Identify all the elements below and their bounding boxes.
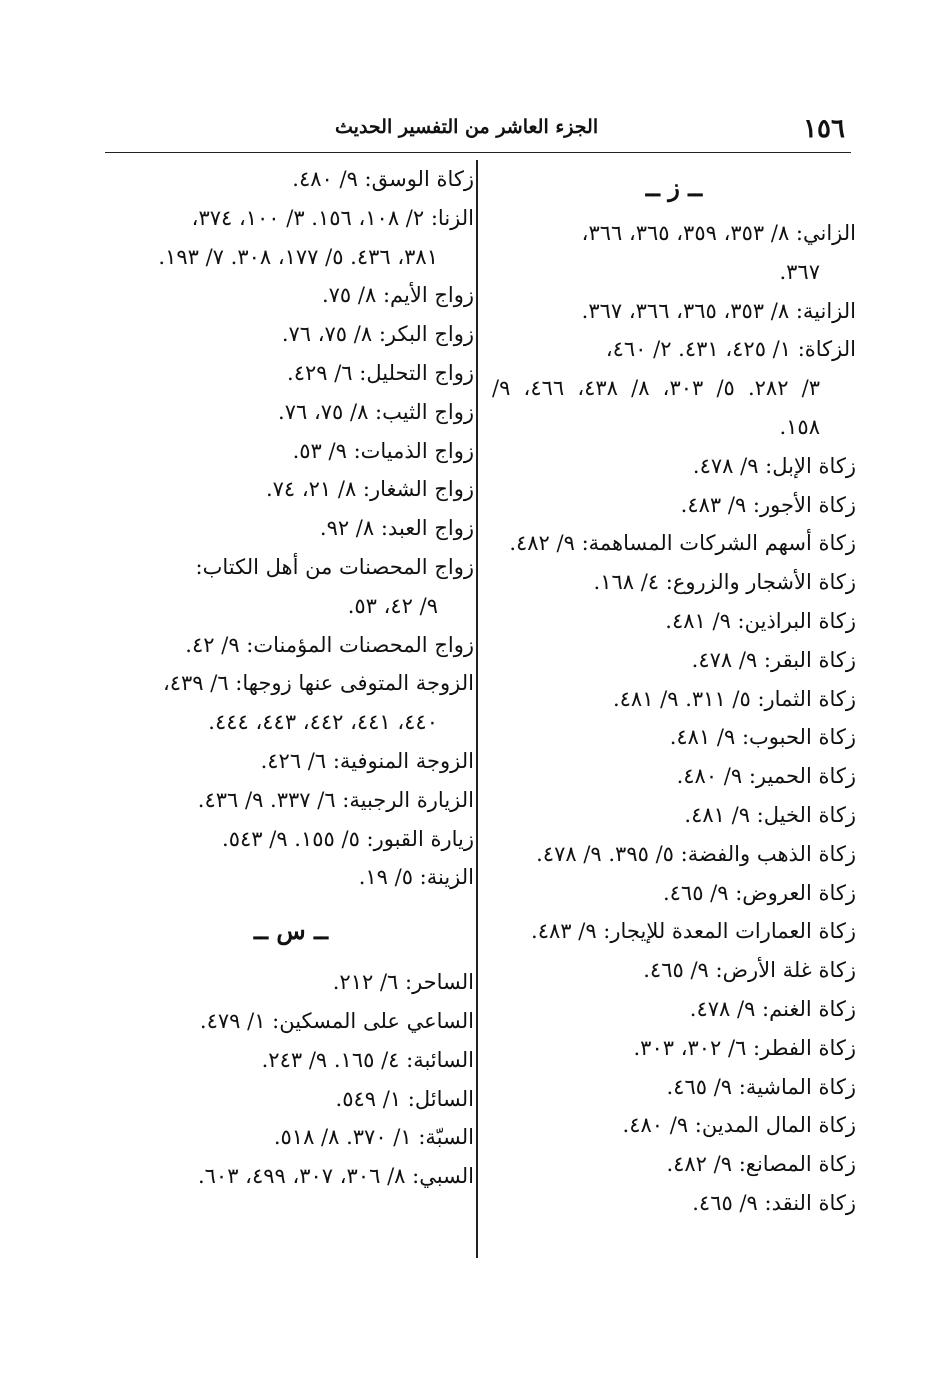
- entry-text: زكاة البقر: ٩/ ٤٧٨.: [691, 647, 856, 672]
- entry-text: زواج التحليل: ٦/ ٤٢٩.: [287, 360, 474, 385]
- entry-text: السائبة: ٤/ ١٦٥. ٩/ ٢٤٣.: [261, 1047, 474, 1072]
- entry-text: زواج الذميات: ٩/ ٥٣.: [292, 438, 474, 463]
- index-entry: [108, 742, 474, 781]
- index-entry: [492, 641, 856, 680]
- index-entry: [108, 820, 474, 859]
- section-letter-sin: ــ س ــ: [253, 916, 329, 946]
- index-entry: [492, 1106, 856, 1145]
- index-column-right: [492, 168, 856, 1223]
- entry-text: الزوجة المنوفية: ٦/ ٤٢٦.: [260, 748, 474, 773]
- index-entry: [108, 199, 474, 277]
- index-entry: [492, 1068, 856, 1107]
- entry-text: زكاة المال المدين: ٩/ ٤٨٠.: [622, 1113, 856, 1138]
- page-number: ١٥٦: [803, 114, 845, 144]
- index-entry: [108, 160, 474, 199]
- entry-text: السائل: ١/ ٥٤٩.: [335, 1086, 474, 1111]
- entry-text: زواج البكر: ٨/ ٧٥، ٧٦.: [281, 322, 474, 347]
- entry-text: زواج الشغار: ٨/ ٢١، ٧٤.: [265, 477, 474, 502]
- entry-text: الزكاة: ١/ ٤٢٥، ٤٣١. ٢/ ٤٦٠،: [605, 337, 856, 362]
- index-entry: [492, 874, 856, 913]
- index-entry: [492, 951, 856, 990]
- index-entry: [108, 276, 474, 315]
- entry-continuation: ٣٦٧.: [779, 259, 820, 284]
- entry-text: زكاة العروض: ٩/ ٤٦٥.: [662, 880, 856, 905]
- index-entry: [492, 990, 856, 1029]
- entry-text: زكاة أسهم الشركات المساهمة: ٩/ ٤٨٢.: [509, 531, 856, 556]
- entry-text: زواج العبد: ٨/ ٩٢.: [319, 516, 474, 541]
- index-entry: [492, 563, 856, 602]
- index-entry: [492, 1184, 856, 1223]
- entry-text: زكاة العمارات المعدة للإيجار: ٩/ ٤٨٣.: [531, 919, 856, 944]
- index-entry: [492, 524, 856, 563]
- entry-text: زكاة الذهب والفضة: ٥/ ٣٩٥. ٩/ ٤٧٨.: [536, 841, 856, 866]
- entry-text: الزنا: ٢/ ١٠٨، ١٥٦. ٣/ ١٠٠، ٣٧٤،: [191, 205, 474, 230]
- entry-text: زكاة الفطر: ٦/ ٣٠٢، ٣٠٣.: [633, 1035, 856, 1060]
- index-entry: [492, 602, 856, 641]
- index-entry: [108, 548, 474, 626]
- index-entry: [108, 1118, 474, 1157]
- entry-text: زواج المحصنات المؤمنات: ٩/ ٤٢.: [185, 632, 474, 657]
- index-entry: [492, 757, 856, 796]
- index-entry: [492, 447, 856, 486]
- entry-text: زكاة الثمار: ٥/ ٣١١. ٩/ ٤٨١.: [612, 686, 856, 711]
- index-entry: [108, 1157, 474, 1196]
- entry-text: السبي: ٨/ ٣٠٦، ٣٠٧، ٤٩٩، ٦٠٣.: [197, 1164, 474, 1189]
- entry-text: زكاة الغنم: ٩/ ٤٧٨.: [689, 996, 856, 1021]
- entry-text: زكاة غلة الأرض: ٩/ ٤٦٥.: [643, 958, 856, 983]
- entry-text: زواج الثيب: ٨/ ٧٥، ٧٦.: [278, 399, 474, 424]
- entry-text: الزاني: ٨/ ٣٥٣، ٣٥٩، ٣٦٥، ٣٦٦،: [581, 221, 856, 245]
- entry-text: الساحر: ٦/ ٢١٢.: [332, 970, 474, 995]
- entry-text: زواج المحصنات من أهل الكتاب:: [195, 554, 474, 579]
- index-entry: [108, 781, 474, 820]
- index-entry: [492, 214, 856, 292]
- index-column-left: [108, 160, 474, 1196]
- section-letter-zay: ــ ز ــ: [645, 173, 703, 202]
- index-entry: [492, 912, 856, 951]
- entry-continuation: ٣٨١، ٤٣٦. ٥/ ١٧٧، ٣٠٨. ٧/ ١٩٣.: [158, 244, 438, 269]
- page-header: [105, 110, 851, 153]
- entry-text: زكاة الماشية: ٩/ ٤٦٥.: [666, 1074, 856, 1099]
- entry-text: الزوجة المتوفى عنها زوجها: ٦/ ٤٣٩،: [162, 671, 474, 696]
- index-entry: [108, 1041, 474, 1080]
- running-title: الجزء العاشر من التفسير الحديث: [335, 116, 599, 138]
- entry-text: زيارة القبور: ٥/ ١٥٥. ٩/ ٥٤٣.: [222, 826, 474, 851]
- index-entry: [492, 680, 856, 719]
- index-entry: [108, 626, 474, 665]
- index-entry: [108, 1002, 474, 1041]
- entry-text: الساعي على المسكين: ١/ ٤٧٩.: [199, 1008, 474, 1033]
- entry-text: زكاة المصانع: ٩/ ٤٨٢.: [666, 1152, 856, 1177]
- entry-text: زكاة الإبل: ٩/ ٤٧٨.: [692, 453, 856, 478]
- index-entry: [492, 1145, 856, 1184]
- entry-text: زكاة الحمير: ٩/ ٤٨٠.: [676, 764, 856, 789]
- entry-text: زكاة النقد: ٩/ ٤٦٥.: [692, 1190, 856, 1215]
- index-entry: [492, 330, 856, 446]
- entry-list: [492, 214, 856, 1223]
- index-entry: [108, 664, 474, 742]
- index-entry: [108, 509, 474, 548]
- index-entry: [492, 486, 856, 525]
- entry-text: السبّة: ١/ ٣٧٠. ٨/ ٥١٨.: [273, 1125, 474, 1150]
- column-divider: [476, 160, 478, 1258]
- entry-text: الزانية: ٨/ ٣٥٣، ٣٦٥، ٣٦٦، ٣٦٧.: [581, 298, 856, 323]
- entry-list: [108, 963, 474, 1196]
- index-entry: [492, 796, 856, 835]
- entry-text: زكاة الأجور: ٩/ ٤٨٣.: [680, 492, 856, 517]
- index-entry: [492, 718, 856, 757]
- entry-continuation: ٣/ ٢٨٢. ٥/ ٣٠٣، ٨/ ٤٣٨، ٤٦٦، ٩/ ١٥٨.: [492, 376, 821, 439]
- index-entry: [108, 963, 474, 1002]
- index-entry: [108, 470, 474, 509]
- entry-text: زكاة الأشجار والزروع: ٤/ ١٦٨.: [593, 570, 856, 595]
- entry-text: الزيارة الرجبية: ٦/ ٣٣٧. ٩/ ٤٣٦.: [197, 787, 474, 812]
- index-entry: [108, 432, 474, 471]
- index-entry: [492, 1029, 856, 1068]
- index-entry: [108, 858, 474, 897]
- index-entry: [492, 835, 856, 874]
- entry-text: زكاة البراذين: ٩/ ٤٨١.: [665, 608, 856, 633]
- index-entry: [108, 354, 474, 393]
- entry-text: زواج الأيم: ٨/ ٧٥.: [321, 283, 474, 308]
- entry-text: زكاة الحبوب: ٩/ ٤٨١.: [669, 725, 856, 750]
- entry-continuation: ٤٤٠، ٤٤١، ٤٤٢، ٤٤٣، ٤٤٤.: [208, 710, 438, 735]
- index-entry: [108, 315, 474, 354]
- index-entry: [108, 393, 474, 432]
- entry-text: زكاة الخيل: ٩/ ٤٨١.: [684, 802, 856, 827]
- index-entry: [108, 1080, 474, 1119]
- entry-continuation: ٩/ ٤٢، ٥٣.: [347, 593, 438, 618]
- entry-text: الزينة: ٥/ ١٩.: [358, 865, 474, 890]
- index-entry: [492, 292, 856, 331]
- entry-text: زكاة الوسق: ٩/ ٤٨٠.: [292, 167, 474, 191]
- entry-list: [108, 160, 474, 897]
